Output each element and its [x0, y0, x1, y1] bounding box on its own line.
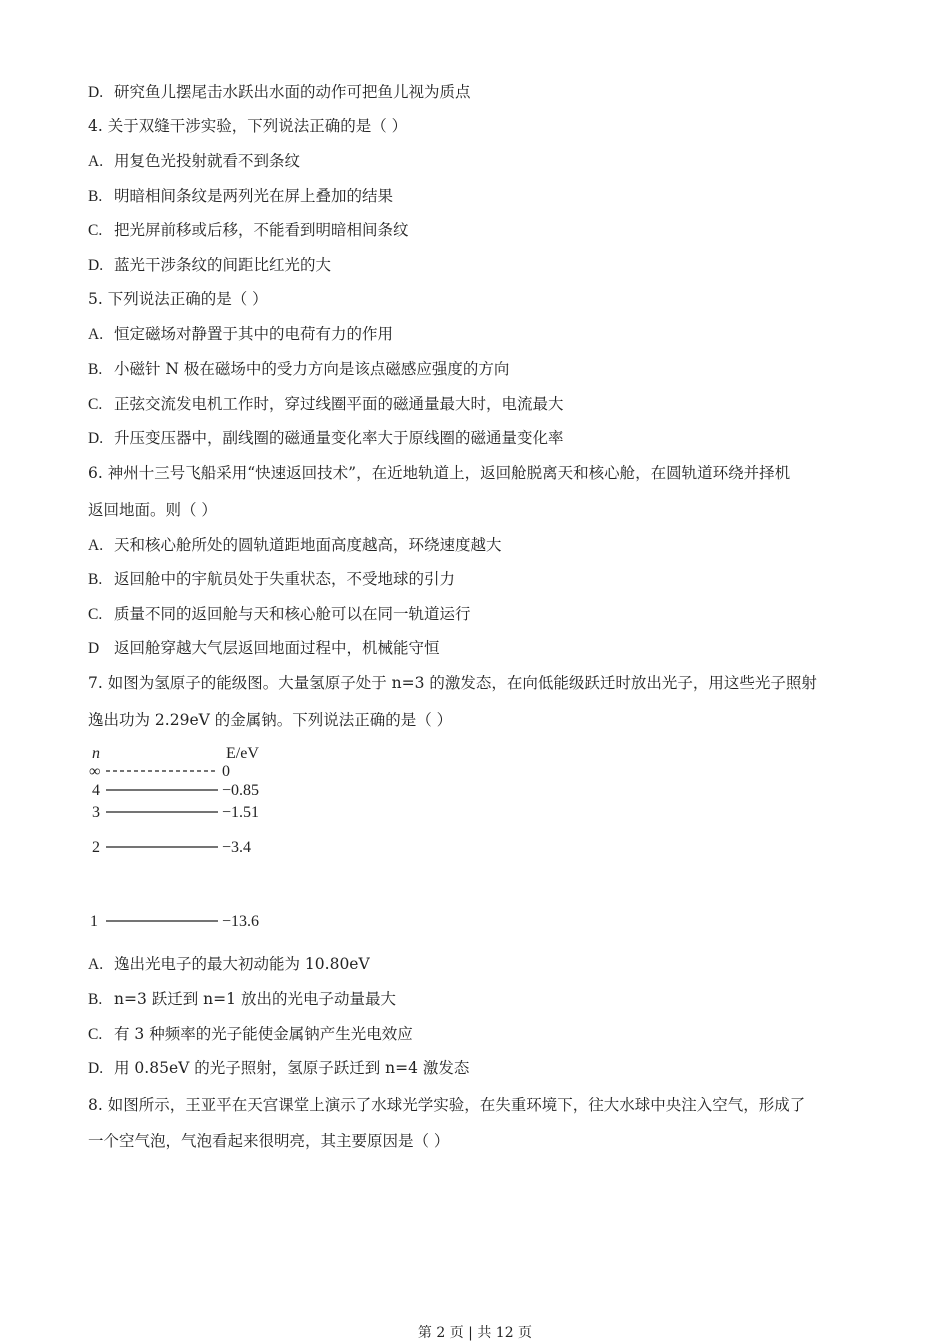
q7-option-d: D. 用 0.85eV 的光子照射，氢原子跃迁到 n=4 激发态 [88, 1059, 470, 1077]
q6-option-c: C. 质量不同的返回舱与天和核心舱可以在同一轨道运行 [88, 605, 471, 623]
q6-option-d: D 返回舱穿越大气层返回地面过程中，机械能守恒 [88, 639, 440, 657]
question-4-stem: 4. 关于双缝干涉实验，下列说法正确的是（ ） [88, 117, 408, 135]
q6-option-a: A. 天和核心舱所处的圆轨道距地面高度越高，环绕速度越大 [88, 536, 502, 554]
question-8-stem-cont: 一个空气泡，气泡看起来很明亮，其主要原因是（ ） [88, 1132, 450, 1150]
level-energy-label: −0.85 [222, 782, 260, 799]
level-3 [92, 804, 259, 821]
level-n-label: 3 [92, 804, 100, 821]
q3-option-d: D. 研究鱼儿摆尾击水跃出水面的动作可把鱼儿视为质点 [88, 83, 471, 101]
level-2 [92, 839, 251, 856]
q7-option-b: B. n=3 跃迁到 n=1 放出的光电子动量最大 [88, 990, 396, 1008]
question-6-stem-cont: 返回地面。则（ ） [88, 501, 217, 519]
question-7-stem: 7. 如图为氢原子的能级图。大量氢原子处于 n=3 的激发态，在向低能级跃迁时放出光子，用这些光子照射 [88, 674, 817, 692]
energy-axis-label: E/eV [226, 745, 259, 762]
level-n-label: 2 [92, 839, 100, 856]
q4-option-d: D. 蓝光干涉条纹的间距比红光的大 [88, 256, 332, 274]
level-energy-label: −13.6 [222, 913, 260, 930]
level-energy-label: −3.4 [222, 839, 252, 856]
q4-option-b: B. 明暗相间条纹是两列光在屏上叠加的结果 [88, 187, 394, 205]
q7-option-c: C. 有 3 种频率的光子能使金属钠产生光电效应 [88, 1025, 413, 1043]
level-energy-label: −1.51 [222, 804, 260, 821]
q5-option-b: B. 小磁针 N 极在磁场中的受力方向是该点磁感应强度的方向 [88, 360, 510, 378]
q5-option-a: A. 恒定磁场对静置于其中的电荷有力的作用 [88, 325, 394, 343]
q4-option-a: A. 用复色光投射就看不到条纹 [88, 152, 301, 170]
q5-option-c: C. 正弦交流发电机工作时，穿过线圈平面的磁通量最大时，电流最大 [88, 395, 564, 413]
level-n-label: 4 [92, 782, 100, 799]
question-6-stem: 6. 神州十三号飞船采用“快速返回技术”，在近地轨道上，返回舱脱离天和核心舱，在圆轨道环绕并择机 [88, 464, 791, 482]
q5-option-d: D. 升压变压器中，副线圈的磁通量变化率大于原线圈的磁通量变化率 [88, 429, 564, 447]
n-axis-label: n [92, 745, 100, 762]
level-4 [92, 782, 259, 799]
hydrogen-energy-level-diagram [86, 740, 286, 932]
question-7-stem-cont: 逸出功为 2.29eV 的金属钠。下列说法正确的是（ ） [88, 711, 453, 729]
question-5-stem: 5. 下列说法正确的是（ ） [88, 290, 268, 308]
page-footer: 第 2 页 | 共 12 页 [417, 1325, 533, 1341]
level-1 [90, 913, 259, 930]
question-8-stem: 8. 如图所示，王亚平在天宫课堂上演示了水球光学实验，在失重环境下，往大水球中央注入空气，形成了 [88, 1096, 806, 1114]
level-n-label: 1 [90, 913, 98, 930]
q7-option-a: A. 逸出光电子的最大初动能为 10.80eV [88, 955, 370, 973]
level-energy-label: 0 [222, 763, 230, 780]
level-n-label: ∞ [89, 763, 101, 780]
level-inf [89, 763, 230, 780]
q4-option-c: C. 把光屏前移或后移，不能看到明暗相间条纹 [88, 221, 409, 239]
q6-option-b: B. 返回舱中的宇航员处于失重状态，不受地球的引力 [88, 570, 456, 588]
